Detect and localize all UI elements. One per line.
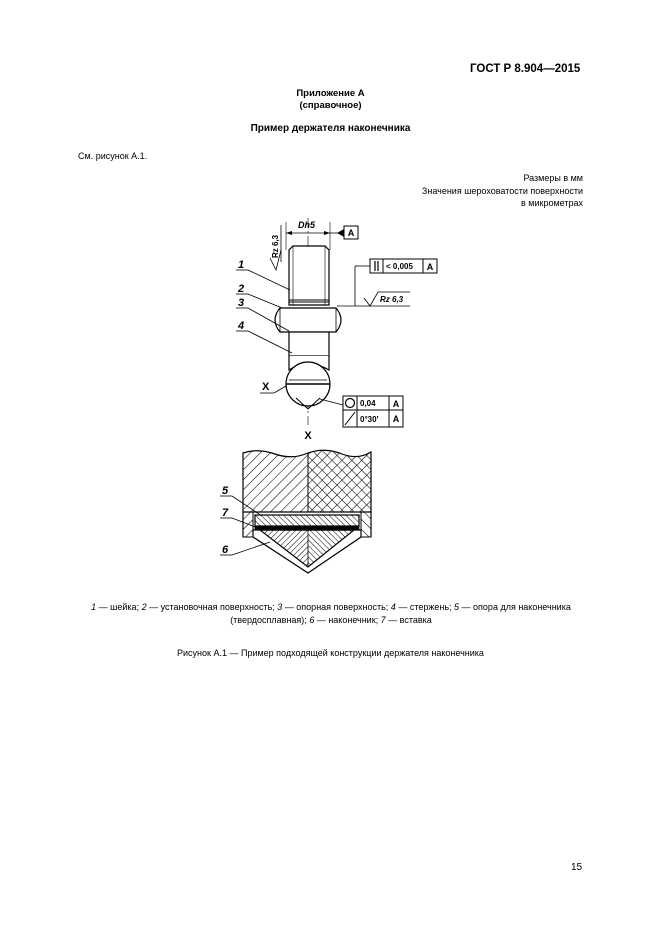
callout-7: 7: [222, 507, 229, 519]
legend-num-4: 4: [390, 602, 396, 612]
callout-5: 5: [222, 485, 229, 497]
roughness-top: Rz 6,3: [271, 234, 280, 258]
tolerance-datum-3: A: [392, 414, 400, 424]
page-number: 15: [571, 862, 583, 873]
figure-legend: [76, 601, 586, 626]
datum-label: A: [347, 228, 355, 238]
units-line-2: Значения шероховатости поверхности: [421, 185, 583, 196]
dimension-label: Dh5: [298, 220, 316, 230]
document-id: ГОСТ Р 8.904—2015: [470, 63, 581, 75]
legend-text-4: — стержень;: [395, 602, 455, 612]
legend-num-1: 1: [91, 602, 97, 612]
units-line-1: Размеры в мм: [523, 173, 583, 183]
roughness-right: Rz 6,3: [380, 295, 404, 304]
legend-text-6: — наконечник;: [314, 614, 381, 625]
tolerance-angle-value: 0°30′: [360, 415, 379, 424]
legend-text-7: — вставка: [385, 614, 432, 625]
callout-1: 1: [238, 259, 245, 271]
detail-support: [255, 515, 359, 526]
tolerance-parallel-value: < 0,005: [386, 262, 413, 271]
annex-subtitle: (справочное): [299, 100, 362, 111]
legend-text-3: — опорная поверхность;: [282, 602, 391, 612]
callout-3: 3: [238, 297, 245, 309]
tolerance-datum-1: A: [426, 262, 434, 272]
tolerance-box-parallel: [370, 259, 383, 273]
figure-reference: См. рисунок А.1.: [78, 151, 148, 161]
legend-num-3: 3: [277, 602, 283, 612]
annex-title: Приложение А: [296, 88, 365, 99]
callout-4: 4: [238, 320, 245, 332]
callout-6: 6: [222, 544, 229, 556]
callout-x: X: [262, 381, 270, 393]
figure-caption: Рисунок А.1 — Пример подходящей конструкции держателя наконечника: [177, 648, 484, 658]
neck-part: [289, 246, 329, 305]
legend-text-5: — опора для наконечника (твердосплавная);: [230, 602, 571, 625]
callout-2: 2: [238, 283, 245, 295]
annex-heading: Пример держателя наконечника: [250, 123, 411, 134]
legend-text-1: — шейка;: [96, 602, 142, 612]
units-line-3: в микрометрах: [521, 198, 583, 208]
detail-holder-right: [308, 450, 371, 512]
legend-num-7: 7: [380, 614, 386, 625]
tolerance-circle-value: 0,04: [360, 399, 376, 408]
legend-num-2: 2: [141, 602, 147, 612]
legend-text-2: — установочная поверхность;: [146, 602, 278, 612]
view-label: X: [304, 430, 312, 442]
legend-num-6: 6: [309, 614, 315, 625]
stem-part: [289, 332, 329, 356]
legend-num-5: 5: [454, 602, 460, 612]
tolerance-datum-2: A: [392, 399, 400, 409]
